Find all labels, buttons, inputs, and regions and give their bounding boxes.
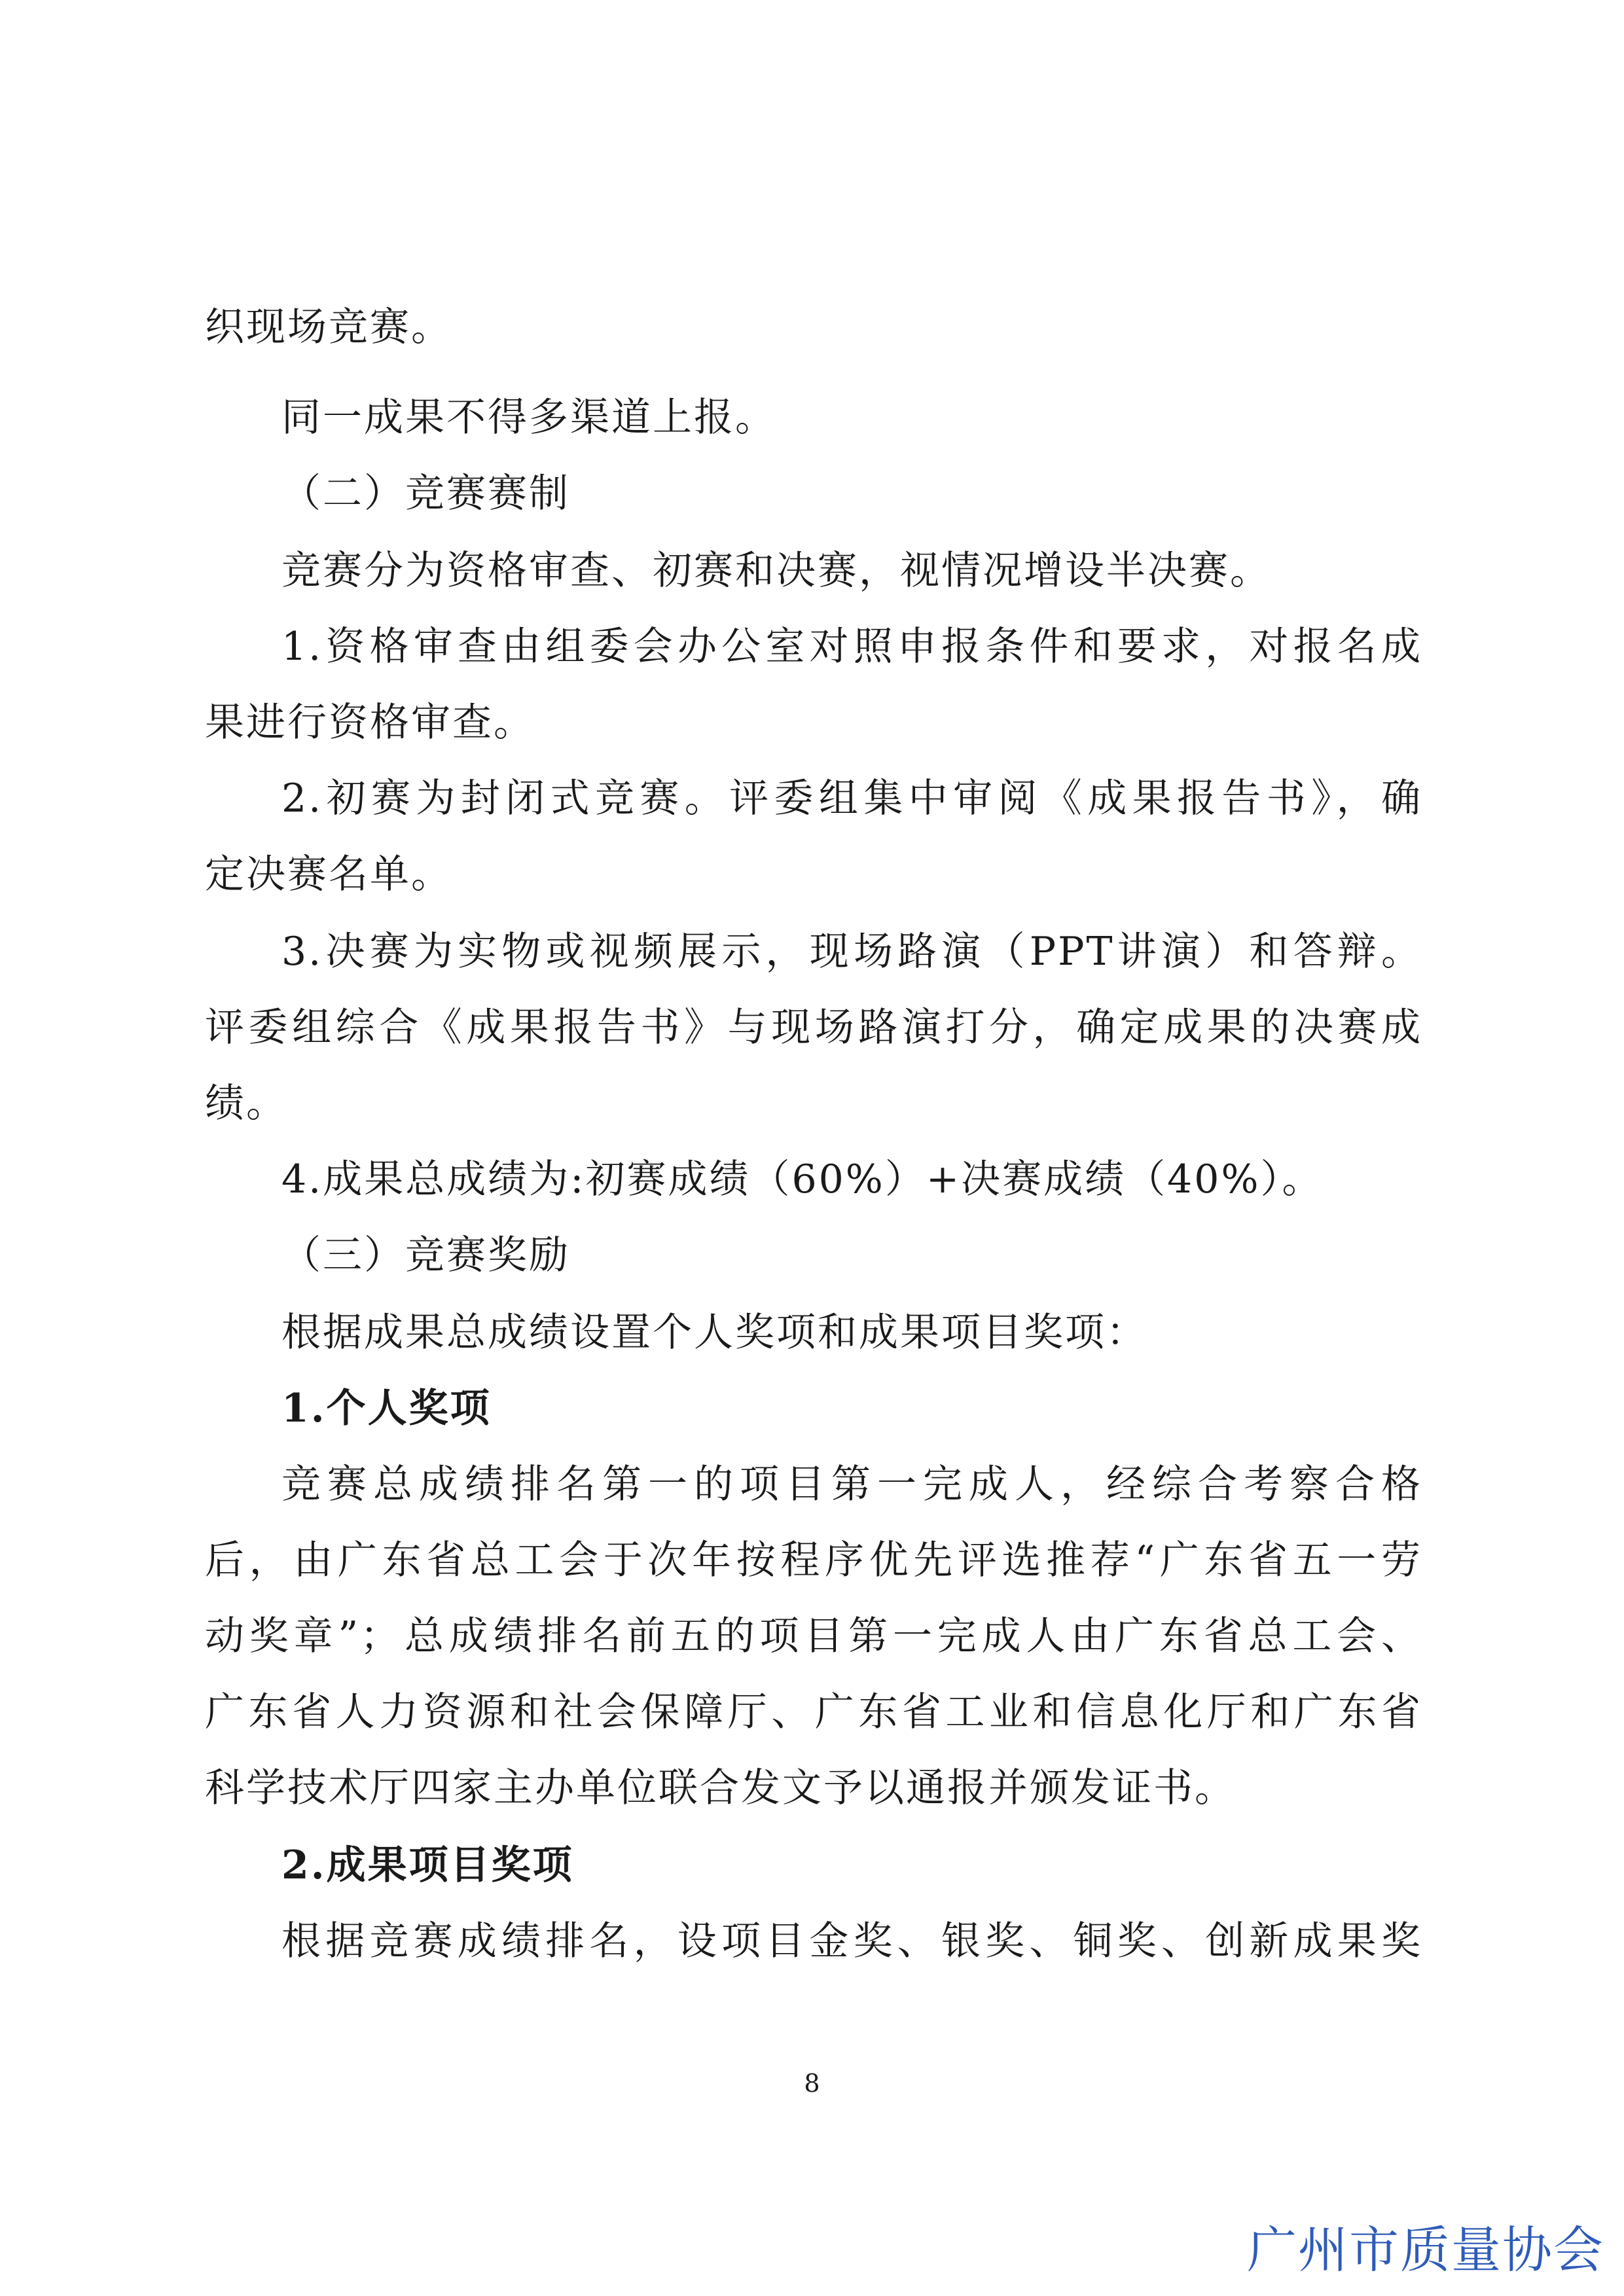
paragraph-line: 3.决赛为实物或视频展示，现场路演（PPT讲演）和答辩。 xyxy=(281,929,1422,975)
paragraph-line: 后，由广东省总工会于次年按程序优先评选推荐“广东省五一劳 xyxy=(205,1537,1422,1583)
paragraph-line: 2.初赛为封闭式竞赛。评委组集中审阅《成果报告书》，确 xyxy=(281,776,1422,821)
page-number: 8 xyxy=(804,2069,820,2098)
paragraph-line: 根据竞赛成绩排名，设项目金奖、银奖、铜奖、创新成果奖 xyxy=(281,1918,1422,1964)
paragraph-line: 竞赛分为资格审查、初赛和决赛，视情况增设半决赛。 xyxy=(281,548,1271,594)
paragraph-line: 同一成果不得多渠道上报。 xyxy=(281,395,776,440)
paragraph-line: 织现场竞赛。 xyxy=(205,304,452,350)
section-heading: （二）竞赛赛制 xyxy=(281,471,570,516)
paragraph-line: 定决赛名单。 xyxy=(205,852,452,897)
watermark-text: 广州市质量协会 xyxy=(1247,2221,1604,2279)
subheading: 1.个人奖项 xyxy=(281,1386,492,1431)
paragraph-line: 科学技术厅四家主办单位联合发文予以通报并颁发证书。 xyxy=(205,1765,1236,1811)
paragraph-line: 果进行资格审查。 xyxy=(205,700,535,745)
paragraph-line: 根据成果总成绩设置个人奖项和成果项目奖项： xyxy=(281,1310,1147,1355)
paragraph-line: 广东省人力资源和社会保障厅、广东省工业和信息化厅和广东省 xyxy=(205,1689,1422,1735)
subheading: 2.成果项目奖项 xyxy=(281,1842,574,1888)
paragraph-line: 4.成果总成绩为:初赛成绩（60%）+决赛成绩（40%）。 xyxy=(281,1157,1324,1202)
paragraph-line: 动奖章”；总成绩排名前五的项目第一完成人由广东省总工会、 xyxy=(205,1613,1422,1659)
paragraph-line: 竞赛总成绩排名第一的项目第一完成人，经综合考察合格 xyxy=(281,1462,1422,1507)
paragraph-line: 1.资格审查由组委会办公室对照申报条件和要求，对报名成 xyxy=(281,624,1422,670)
paragraph-line: 绩。 xyxy=(205,1081,287,1126)
section-heading: （三）竞赛奖励 xyxy=(281,1232,570,1278)
paragraph-line: 评委组综合《成果报告书》与现场路演打分，确定成果的决赛成 xyxy=(205,1005,1422,1050)
